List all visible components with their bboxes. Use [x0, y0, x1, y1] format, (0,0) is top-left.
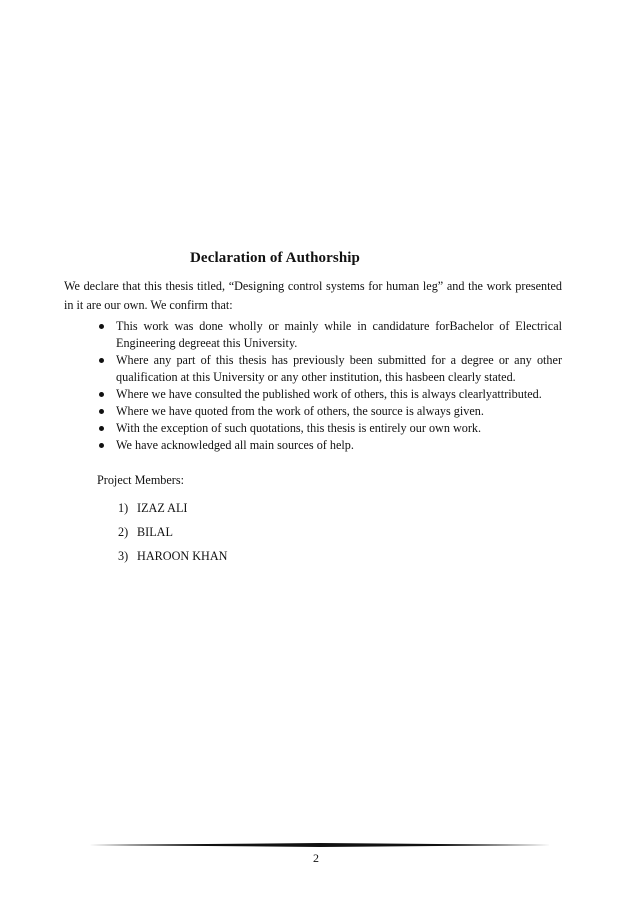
confirmation-list — [95, 318, 562, 454]
list-item — [95, 318, 562, 352]
member-number: 1) — [118, 501, 129, 515]
bullet-icon — [99, 392, 104, 397]
list-item-text: With the exception of such quotations, this thesis is entirely our own work. — [116, 421, 482, 435]
intro-paragraph: We declare that this thesis titled, “Designing control systems for human leg” and the work presented in it are our own. We confirm that: — [64, 279, 562, 312]
list-item-text: This work was done wholly or mainly while in candidature forBachelor of Electrical Engineering degreeat this University. — [116, 319, 562, 350]
member-number: 3) — [118, 549, 129, 563]
member-item — [118, 544, 227, 568]
list-item-text: Where we have consulted the published work of others, this is always clearlyattributed. — [116, 387, 542, 401]
members-label: Project Members: — [97, 473, 184, 487]
list-item-text: Where we have quoted from the work of others, the source is always given. — [116, 404, 484, 418]
list-item — [95, 437, 562, 454]
page-number: 2 — [313, 851, 319, 865]
list-item — [95, 403, 562, 420]
list-item — [95, 420, 562, 437]
bullet-icon — [99, 426, 104, 431]
members-list — [118, 496, 227, 568]
member-item — [118, 496, 227, 520]
page-title: Declaration of Authorship — [190, 250, 361, 266]
member-name: BILAL — [137, 525, 173, 539]
member-item — [118, 520, 227, 544]
bullet-icon — [99, 443, 104, 448]
list-item-text: We have acknowledged all main sources of help. — [116, 438, 354, 452]
list-item — [95, 352, 562, 386]
member-number: 2) — [118, 525, 129, 539]
bullet-icon — [99, 324, 104, 329]
member-name: HAROON KHAN — [137, 549, 228, 563]
list-item — [95, 386, 562, 403]
member-name: IZAZ ALI — [137, 501, 188, 515]
list-item-text: Where any part of this thesis has previously been submitted for a degree or any other qualification at this University or any other institution, this hasbeen clearly stated. — [116, 353, 562, 384]
bullet-icon — [99, 409, 104, 414]
bullet-icon — [99, 358, 104, 363]
footer-divider — [89, 843, 551, 847]
